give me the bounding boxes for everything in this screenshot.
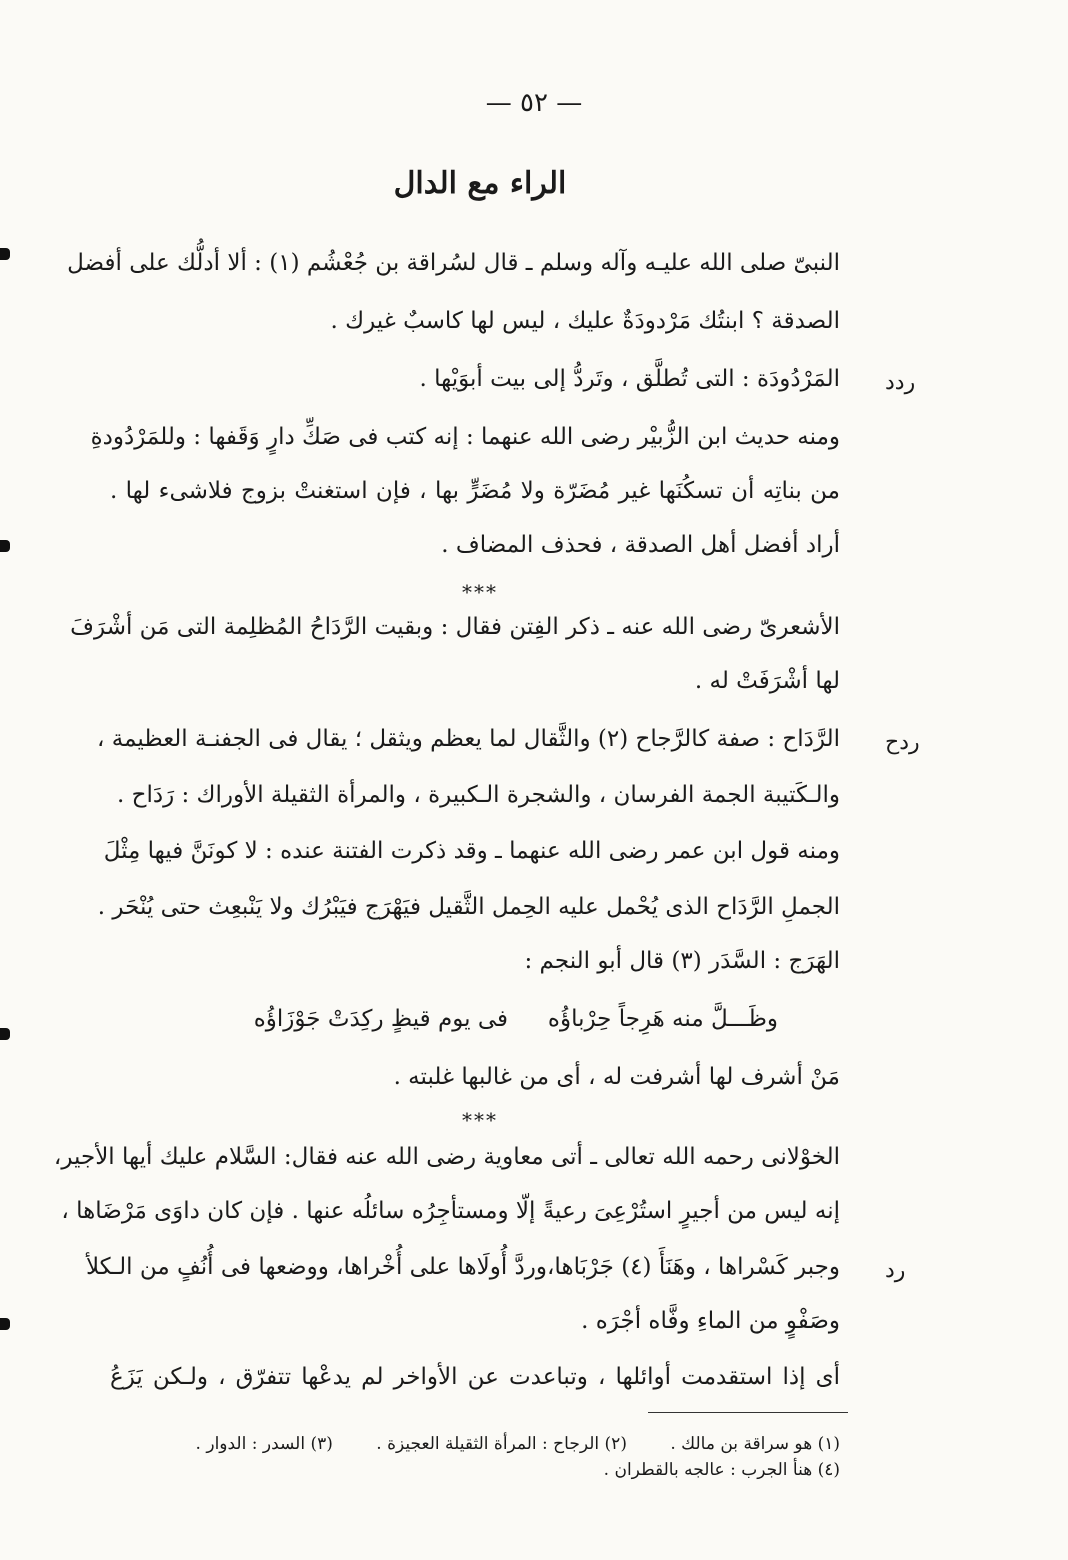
text-line: والـكَتيبة الجمة الفرسان ، والشجرة الـكبيرة ، والمرأة الثقيلة الأوراك : رَدَاح . [116, 782, 840, 808]
margin-mark [0, 1318, 10, 1330]
section-title: الراء مع الدال [393, 166, 567, 201]
verse-second-hemistich: وظَـــلَّ منه هَرِجاً حِرْباؤُه [547, 1006, 778, 1032]
text-line: ومنه قول ابن عمر رضى الله عنهما ـ وقد ذكرت الفتنة عنده : لا كونَنَّ فيها مِثْلَ [103, 838, 840, 864]
footnotes-row [158, 1434, 840, 1454]
text-line: ومنه حديث ابن الزُّبيْر رضى الله عنهما : إنه كتب فى صَكِّ دارٍ وَقَفها : وللمَرْدُودةِ [90, 424, 840, 450]
text-line: الرَّدَاح : صفة كالرَّجاح (٢) والثَّقال لما يعظم ويثقل ؛ يقال فى الجفنـة العظيمة ، [97, 726, 840, 752]
text-line: الهَرَج : السَّدَر (٣) قال أبو النجم : [524, 948, 840, 974]
margin-mark [0, 1028, 10, 1040]
verse-first-hemistich: فى يوم قيظٍ ركِدَتْ جَوْزَاؤُه [253, 1006, 508, 1032]
footnote-1: (١) هو سراقة بن مالك . [670, 1434, 840, 1454]
text-line: الخوْلانى رحمه الله تعالى ـ أتى معاوية رضى الله عنه فقال: السَّلام عليك أيها الأجير، [53, 1144, 840, 1170]
text-line: الجملِ الرَّدَاح الذى يُحْمل عليه الحِمل الثَّقيل فيَهْرَج فيَبْرُك ولا يَنْبعِث حتى يُنْحَر . [97, 894, 840, 920]
footnotes-row [566, 1460, 840, 1480]
text-line: مَنْ أشرف لها أشرفت له ، أى من غالبها غلبته . [393, 1064, 840, 1090]
text-line: إنه ليس من أجيرٍ استُرْعِىَ رعيةً إلّا ومستأجِرُه سائلُه عنها . فإن كان داوَى مَرْضَاها ، [61, 1198, 840, 1224]
margin-mark [0, 248, 10, 260]
text-line: الصدقة ؟ ابنتُك مَرْدودَةٌ عليك ، ليس لها كاسبٌ غيرك . [330, 308, 840, 334]
text-line: المَرْدُودَة : التى تُطلَّق ، وتَردُّ إلى بيت أبوَيْها . [419, 366, 840, 392]
footnote-rule [648, 1412, 848, 1413]
section-separator: *** [462, 580, 498, 604]
text-line: وجبر كَسْراها ، وهَنَأَ (٤) جَرْبَاها،وردَّ أُولَاها على أُخْراها، ووضعها فى أُنُفٍ من الـكلأ [85, 1254, 840, 1280]
text-line: وصَفْوٍ من الماءِ وفَّاه أجْرَه . [581, 1308, 840, 1334]
root-marker: ردح [885, 730, 920, 755]
text-line: من بناتِه أن تسكُنَها غير مُضَرّة ولا مُضَرٍّ بها ، فإن استغنتْ بزوج فلاشىء لها . [110, 478, 840, 504]
footnote-4: (٤) هنأ الجرب : عالجه بالقطران . [603, 1460, 840, 1480]
text-line: النبىّ صلى الله عليـه وآله وسلم ـ قال لسُراقة بن جُعْشُم (١) : ألا أدلُّك على أفضل [67, 250, 840, 276]
text-line: لها أشْرَفَتْ له . [694, 668, 840, 694]
margin-mark [0, 540, 10, 552]
root-marker: رد [885, 1258, 906, 1283]
footnote-3: (٣) السدر : الدوار . [195, 1434, 333, 1454]
text-line: أراد أفضل أهل الصدقة ، فحذف المضاف . [441, 532, 840, 558]
footnote-2: (٢) الرجاح : المرأة الثقيلة العجيزة . [376, 1434, 627, 1454]
page-number: — ٥٢ — [485, 88, 583, 118]
text-line: أى إذا استقدمت أوائلها ، وتباعدت عن الأواخر لم يدعْها تتفرّق ، ولـكن يَزَعُ [110, 1364, 840, 1390]
section-separator: *** [462, 1108, 498, 1132]
root-marker: ردد [885, 370, 916, 395]
text-line: الأشعرىّ رضى الله عنه ـ ذكر الفِتن فقال : وبقيت الرَّدَاحُ المُظلِمة التى مَن أشْرَفَ [70, 614, 840, 640]
